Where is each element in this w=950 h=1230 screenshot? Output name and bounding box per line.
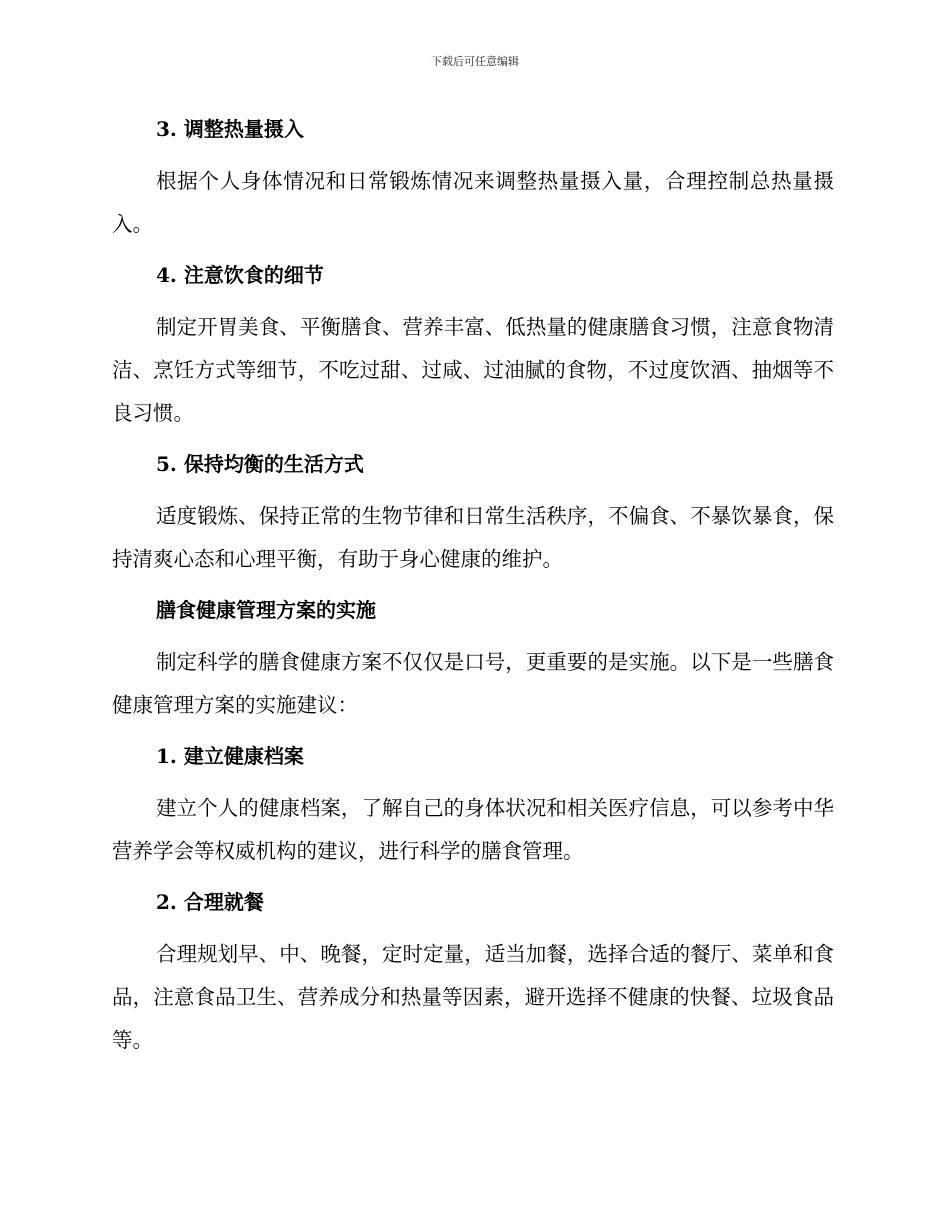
document-body xyxy=(112,108,834,1070)
paragraph-health-record: 建立个人的健康档案，了解自己的身体状况和相关医疗信息，可以参考中华营养学会等权威机构的建议，进行科学的膳食管理。 xyxy=(112,796,834,863)
paragraph-diet-details: 制定开胃美食、平衡膳食、营养丰富、低热量的健康膳食习惯，注意食物清洁、烹饪方式等细节，不吃过甜、过咸、过油腻的食物，不过度饮酒、抽烟等不良习惯。 xyxy=(112,315,834,425)
section-heading-implementation: 膳食健康管理方案的实施 xyxy=(156,598,376,622)
paragraph-lifestyle: 适度锻炼、保持正常的生物节律和日常生活秩序，不偏食、不暴饮暴食，保持清爽心态和心理平衡，有助于身心健康的维护。 xyxy=(112,504,834,571)
paragraph-dining: 合理规划早、中、晚餐，定时定量，适当加餐，选择合适的餐厅、菜单和食品，注意食品卫生、营养成分和热量等因素，避开选择不健康的快餐、垃圾食品等。 xyxy=(112,942,834,1052)
paragraph-calorie: 根据个人身体情况和日常锻炼情况来调整热量摄入量，合理控制总热量摄入。 xyxy=(112,169,834,236)
section-heading-diet-details: 4. 注意饮食的细节 xyxy=(156,263,324,287)
paragraph-implementation: 制定科学的膳食健康方案不仅仅是口号，更重要的是实施。以下是一些膳食健康管理方案的实施建议： xyxy=(112,650,834,717)
section-heading-dining: 2. 合理就餐 xyxy=(156,890,264,914)
section-heading-health-record: 1. 建立健康档案 xyxy=(156,744,304,768)
page-header: 下载后可任意编辑 xyxy=(431,55,519,68)
section-heading-lifestyle: 5. 保持均衡的生活方式 xyxy=(156,452,364,476)
section-heading-calorie: 3. 调整热量摄入 xyxy=(156,117,304,141)
